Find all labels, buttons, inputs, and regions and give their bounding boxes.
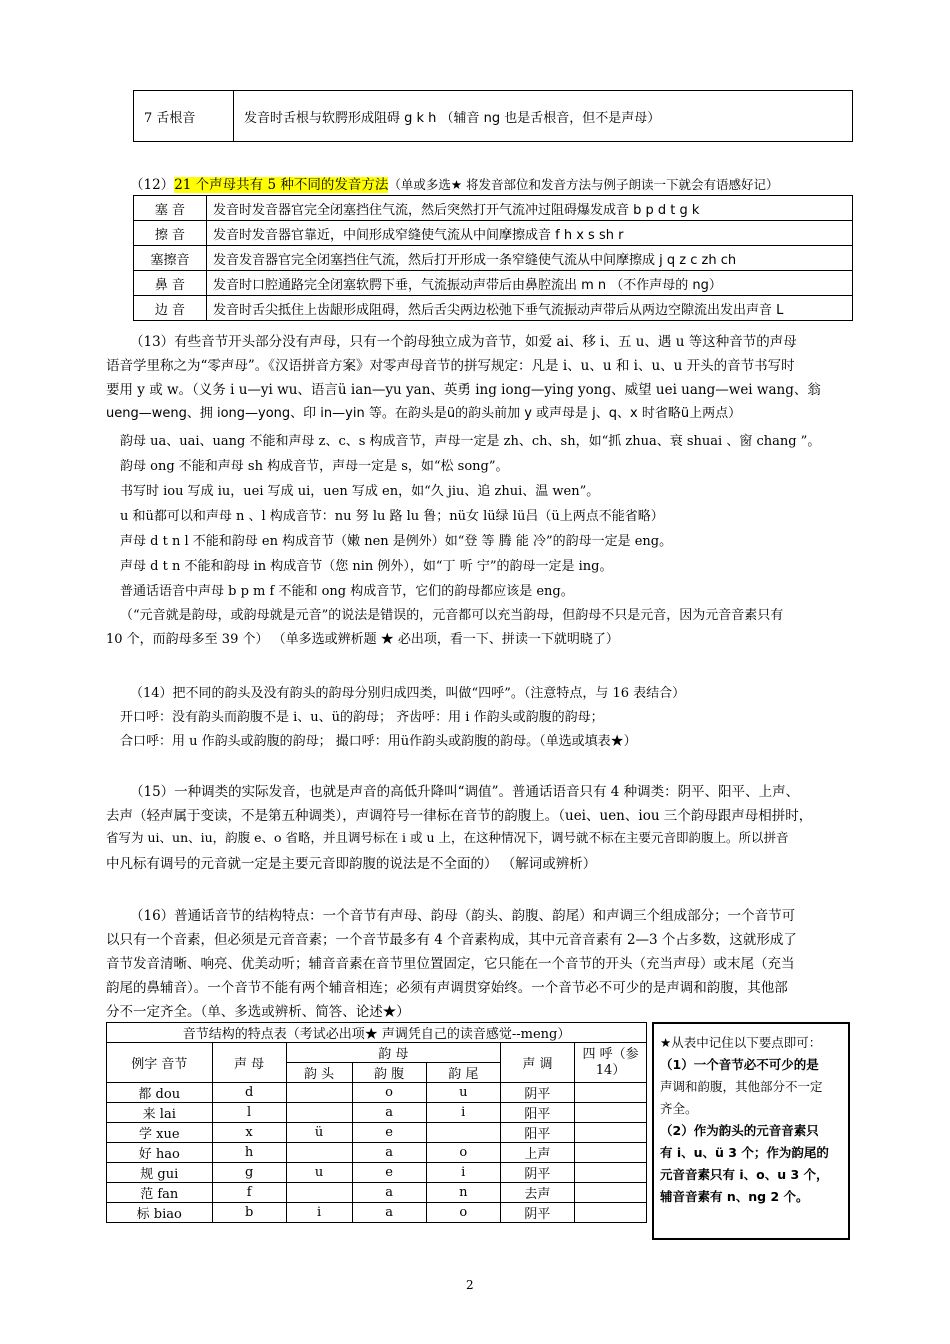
cell-sihu xyxy=(575,1083,647,1103)
cell-tone: 阴平 xyxy=(500,1083,574,1103)
cell-sihu xyxy=(575,1123,647,1143)
cell-sihu xyxy=(575,1103,647,1123)
table-row xyxy=(134,221,853,246)
para-line: 省写为 ui、un、iu，韵腹 e、o 省略，并且调号标在 i 或 u 上，在这种情况下，调号就不标在主要元音即韵腹上。所以拼音 xyxy=(106,830,789,845)
page-number: 2 xyxy=(466,1278,474,1292)
method-desc: 发音发音器官完全闭塞挡住气流，然后打开形成一条窄缝使气流从中间摩擦成 j q z c zh ch xyxy=(207,246,853,271)
cell-word: 好 hao xyxy=(107,1143,213,1163)
header-tone: 声 调 xyxy=(500,1043,574,1083)
para-line: 开口呼：没有韵头而韵腹不是 i、u、ü的韵母； 齐齿呼：用 i 作韵头或韵腹的韵母； xyxy=(120,710,604,725)
note-line: 辅音音素有 n、ng 2 个。 xyxy=(660,1189,809,1204)
method-name: 塞擦音 xyxy=(134,246,207,271)
cell-word: 来 lai xyxy=(107,1103,213,1123)
para-line: 声母 d t n 不能和韵母 in 构成音节（您 nin 例外），如“丁 听 宁”的韵母一定是 ing。 xyxy=(120,559,613,574)
cell-sihu xyxy=(575,1203,647,1223)
header-coda: 韵 尾 xyxy=(426,1063,500,1083)
para-line: （16）普通话音节的结构特点：一个音节有声母、韵母（韵头、韵腹、韵尾）和声调三个组成部分；一个音节可 xyxy=(130,908,796,924)
cell-nucleus: e xyxy=(352,1123,426,1143)
row-value: 发音时舌根与软腭形成阻碍 g k h （辅音 ng 也是舌根音，但不是声母） xyxy=(234,91,853,142)
note-line: 声调和韵腹，其他部分不一定 xyxy=(660,1079,823,1094)
cell-tone: 上声 xyxy=(500,1143,574,1163)
cell-nucleus: a xyxy=(352,1183,426,1203)
note-line: （1）一个音节必不可少的是 xyxy=(660,1057,819,1072)
table-methods xyxy=(133,195,853,321)
cell-coda: i xyxy=(426,1163,500,1183)
cell-nucleus: a xyxy=(352,1143,426,1163)
para-line: 书写时 iou 写成 iu，uei 写成 ui，uen 写成 en，如“久 jiu、追 zhui、温 wen”。 xyxy=(120,484,600,499)
cell-sihu xyxy=(575,1163,647,1183)
cell-coda: u xyxy=(426,1083,500,1103)
cell-coda: o xyxy=(426,1143,500,1163)
cell-tone: 阴平 xyxy=(500,1203,574,1223)
cell-coda xyxy=(426,1123,500,1143)
cell-sihu xyxy=(575,1143,647,1163)
cell-initial: x xyxy=(212,1123,286,1143)
cell-word: 标 biao xyxy=(107,1203,213,1223)
method-name: 边 音 xyxy=(134,296,207,321)
method-desc: 发音时发音器官完全闭塞挡住气流，然后突然打开气流冲过阻碍爆发成音 b p d t g k xyxy=(207,196,853,221)
para-line: （“元音就是韵母，或韵母就是元音”的说法是错误的，元音都可以充当韵母，但韵母不只是元音，因为元音音素只有 xyxy=(120,608,784,623)
para-line: 音节发音清晰、响亮、优美动听；辅音音素在音节里位置固定，它只能在一个音节的开头（充当声母）或末尾（充当 xyxy=(106,956,795,972)
cell-nucleus: a xyxy=(352,1103,426,1123)
para-line: 10 个，而韵母多至 39 个） （单多选或辨析题 ★ 必出项，看一下、拼读一下就明晓了） xyxy=(106,632,619,647)
para-line: （14）把不同的韵头及没有韵头的韵母分别归成四类，叫做“四呼”。（注意特点，与 16 表结合） xyxy=(130,686,686,701)
s12-rest: （单或多选★ 将发音部位和发音方法与例子朗读一下就会有语感好记） xyxy=(388,177,779,192)
para-line: 合口呼：用 u 作韵头或韵腹的韵母； 撮口呼：用ü作韵头或韵腹的韵母。（单选或填表★） xyxy=(120,734,637,749)
cell-word: 规 gui xyxy=(107,1163,213,1183)
cell-tone: 阴平 xyxy=(500,1163,574,1183)
cell-medial xyxy=(286,1183,352,1203)
key-points-box xyxy=(652,1022,850,1240)
note-line: ★从表中记住以下要点即可： xyxy=(660,1035,822,1050)
para-line: 韵母 ong 不能和声母 sh 构成音节，声母一定是 s，如“松 song”。 xyxy=(120,459,509,474)
cell-tone: 阳平 xyxy=(500,1103,574,1123)
cell-nucleus: a xyxy=(352,1203,426,1223)
table-tongue-root xyxy=(133,90,853,142)
para-line: 韵母 ua、uai、uang 不能和声母 z、c、s 构成音节，声母一定是 zh、ch、sh，如“抓 zhua、衰 shuai 、窗 chang ”。 xyxy=(120,434,821,449)
method-desc: 发音时舌尖抵住上齿龈形成阻碍，然后舌尖两边松弛下垂气流振动声带后从两边空隙流出发出声音 L xyxy=(207,296,853,321)
note-line: 元音音素只有 i、o、u 3 个， xyxy=(660,1167,829,1182)
cell-medial: ü xyxy=(286,1123,352,1143)
para-line: 普通话语音中声母 b p m f 不能和 ong 构成音节，它们的韵母都应该是 eng。 xyxy=(120,584,574,599)
cell-initial: f xyxy=(212,1183,286,1203)
para-line: 去声（轻声属于变读，不是第五种调类），声调符号一律标在音节的韵腹上。（uei、uen、iou 三个韵母跟声母相拼时， xyxy=(106,808,813,824)
cell-tone: 去声 xyxy=(500,1183,574,1203)
cell-initial: l xyxy=(212,1103,286,1123)
cell-medial xyxy=(286,1143,352,1163)
cell-word: 都 dou xyxy=(107,1083,213,1103)
cell-medial: i xyxy=(286,1203,352,1223)
header-nucleus: 韵 腹 xyxy=(352,1063,426,1083)
table-row xyxy=(134,196,853,221)
cell-initial: g xyxy=(212,1163,286,1183)
para-line: ueng—weng、拥 iong—yong、印 in—yin 等。在韵头是ü的韵头前加 y 或声母是 j、q、x 时省略ü上两点） xyxy=(106,406,742,421)
cell-nucleus: e xyxy=(352,1163,426,1183)
header-final: 韵 母 xyxy=(286,1043,500,1063)
s12-num: （12） xyxy=(130,177,175,193)
table-title: 音节结构的特点表（考试必出项★ 声调凭自己的读音感觉--meng） xyxy=(107,1023,647,1043)
cell-sihu xyxy=(575,1183,647,1203)
header-medial: 韵 头 xyxy=(286,1063,352,1083)
cell-initial: b xyxy=(212,1203,286,1223)
cell-medial: u xyxy=(286,1163,352,1183)
method-desc: 发音时发音器官靠近，中间形成窄缝使气流从中间摩擦成音 f h x s sh r xyxy=(207,221,853,246)
header-initial: 声 母 xyxy=(212,1043,286,1083)
note-line: 有 i、u、ü 3 个；作为韵尾的 xyxy=(660,1145,829,1160)
table-row xyxy=(134,246,853,271)
para-line: （15）一种调类的实际发音，也就是声音的高低升降叫“调值”。普通话语音只有 4 种调类：阴平、阳平、上声、 xyxy=(130,784,800,800)
header-word: 例字 音节 xyxy=(107,1043,213,1083)
table-row xyxy=(134,296,853,321)
method-desc: 发音时口腔通路完全闭塞软腭下垂，气流振动声带后由鼻腔流出 m n （不作声母的 ng） xyxy=(207,271,853,296)
para-line: 语音学里称之为“零声母”。《汉语拼音方案》对零声母音节的拼写规定：凡是 i、u、u 和 i、u、u 开头的音节书写时 xyxy=(106,358,795,374)
method-name: 擦 音 xyxy=(134,221,207,246)
cell-nucleus: o xyxy=(352,1083,426,1103)
note-line: 齐全。 xyxy=(660,1101,698,1116)
cell-word: 学 xue xyxy=(107,1123,213,1143)
row-key: 7 舌根音 xyxy=(134,91,234,142)
cell-coda: n xyxy=(426,1183,500,1203)
s12-line xyxy=(130,173,779,193)
method-name: 塞 音 xyxy=(134,196,207,221)
note-line: （2）作为韵头的元音音素只 xyxy=(660,1123,819,1138)
para-line: 韵尾的鼻辅音）。一个音节不能有两个辅音相连；必须有声调贯穿始终。一个音节必不可少的是声调和韵腹，其他部 xyxy=(106,980,788,996)
para-line: u 和ü都可以和声母 n 、l 构成音节：nu 努 lu 路 lu 鲁；nü女 lü绿 lü吕（ü上两点不能省略） xyxy=(120,509,664,524)
para-line: 声母 d t n l 不能和韵母 en 构成音节（嫩 nen 是例外）如“登 等 腾 能 冷”的韵母一定是 eng。 xyxy=(120,534,673,549)
para-line: 分不一定齐全。（单、多选或辨析、简答、论述★） xyxy=(106,1004,410,1020)
method-name: 鼻 音 xyxy=(134,271,207,296)
cell-medial xyxy=(286,1083,352,1103)
cell-coda: i xyxy=(426,1103,500,1123)
s12-highlight: 21 个声母共有 5 种不同的发音方法 xyxy=(174,177,389,193)
para-line: 要用 y 或 w。（义务 i u—yi wu、语言ü ian—yu yan、英勇 ing iong—ying yong、威望 uei uang—wei wang、翁 xyxy=(106,382,821,398)
cell-word: 范 fan xyxy=(107,1183,213,1203)
cell-coda: o xyxy=(426,1203,500,1223)
header-sihu: 四 呼（参 14） xyxy=(575,1043,647,1083)
cell-tone: 阳平 xyxy=(500,1123,574,1143)
table-row xyxy=(134,271,853,296)
cell-initial: h xyxy=(212,1143,286,1163)
para-line: 中凡标有调号的元音就一定是主要元音即韵腹的说法是不全面的） （解词或辨析） xyxy=(106,856,597,872)
para-line: 以只有一个音素，但必须是元音音素；一个音节最多有 4 个音素构成，其中元音音素有 2—3 个占多数，这就形成了 xyxy=(106,932,797,948)
cell-initial: d xyxy=(212,1083,286,1103)
para-line: （13）有些音节开头部分没有声母，只有一个韵母独立成为音节，如爱 ai、移 i、五 u、遇 u 等这种音节的声母 xyxy=(130,334,797,350)
cell-medial xyxy=(286,1103,352,1123)
